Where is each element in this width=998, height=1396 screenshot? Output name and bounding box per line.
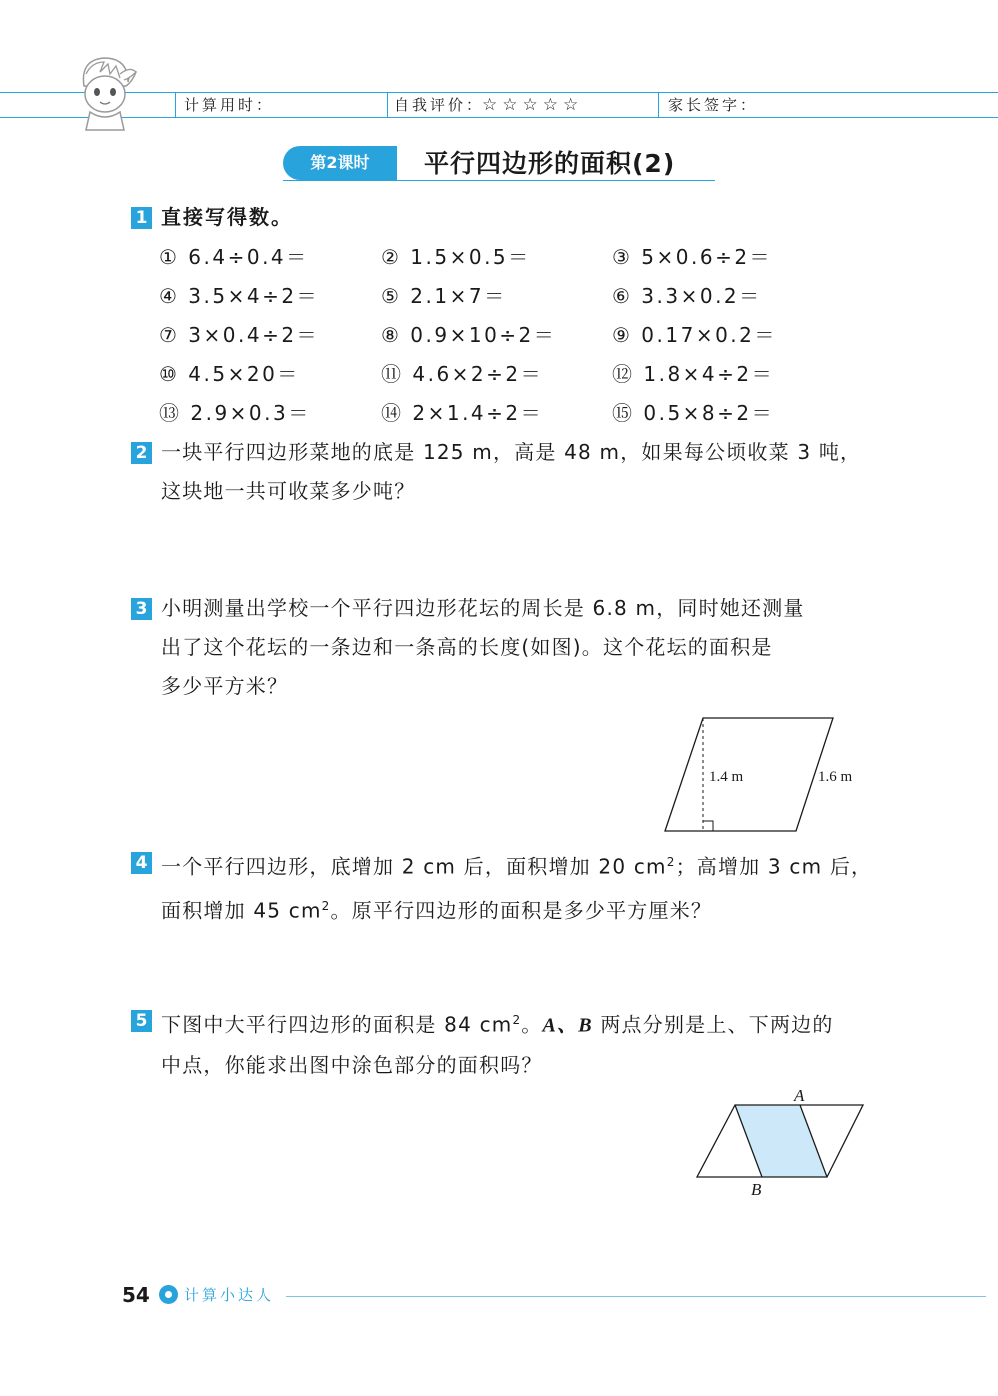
calc-item: ⑬ 2.9×0.3＝: [159, 401, 311, 425]
question-5-line-1d: 两点分别是上、下两边的: [592, 1012, 834, 1037]
calc-item: ⑮ 0.5×8÷2＝: [612, 401, 775, 425]
question-2-line-2: 这块地一共可收菜多少吨？: [161, 479, 416, 503]
self-eval-label: 自我评价：: [394, 96, 485, 114]
parent-sign-label: 家长签字：: [668, 96, 759, 114]
page-title: 平行四边形的面积(2): [424, 149, 676, 178]
question-4-line-2: [161, 887, 873, 931]
question-5-line-2: 中点，你能求出图中涂色部分的面积吗？: [161, 1052, 543, 1077]
question-3-line-1: 小明测量出学校一个平行四边形花坛的周长是 6.8 m，同时她还测量: [161, 596, 805, 620]
question-3-line-2: 出了这个花坛的一条边和一条高的长度(如图)。这个花坛的面积是: [161, 635, 773, 659]
question-4-line-2b: 。原平行四边形的面积是多少平方厘米？: [330, 898, 713, 923]
calc-item: ⑤ 2.1×7＝: [381, 284, 507, 308]
question-4-text: [161, 843, 873, 930]
calc-item: ① 6.4÷0.4＝: [159, 245, 309, 269]
calc-item: ⑩ 4.5×20＝: [159, 362, 300, 386]
question-4-line-1: [161, 843, 873, 887]
shaded-parallelogram-figure: [690, 1082, 870, 1200]
question-5-line-1b: 。: [521, 1012, 543, 1037]
unit-superscript: 2: [666, 855, 676, 869]
question-1-badge: 1: [131, 207, 152, 229]
unit-superscript: 2: [321, 898, 331, 913]
side-label: 1.6 m: [818, 769, 853, 785]
points-ab: A、B: [542, 1014, 593, 1037]
question-4-line-2a: 面积增加 45 cm: [161, 898, 322, 923]
question-5-badge: 5: [131, 1010, 152, 1032]
calc-item: ⑨ 0.17×0.2＝: [612, 323, 777, 347]
question-4-line-1a: 一个平行四边形，底增加 2 cm 后，面积增加 20 cm: [161, 854, 667, 879]
flowerbed-parallelogram: [665, 718, 833, 831]
calc-item: ⑦ 3×0.4÷2＝: [159, 323, 320, 347]
flowerbed-parallelogram-figure: [655, 710, 875, 840]
question-4-badge: 4: [131, 852, 152, 874]
unit-superscript: 2: [512, 1013, 522, 1027]
mascot-icon: [70, 52, 140, 132]
calc-item: ⑫ 1.8×4÷2＝: [612, 362, 775, 386]
question-5-line-1a: 下图中大平行四边形的面积是 84 cm: [161, 1012, 513, 1037]
right-angle-mark: [703, 821, 713, 831]
point-a-label: A: [794, 1086, 805, 1105]
height-label: 1.4 m: [709, 769, 744, 785]
question-2-badge: 2: [131, 442, 152, 464]
calc-item: ⑪ 4.6×2÷2＝: [381, 362, 544, 386]
header-divider-1: [175, 93, 176, 118]
question-3-line-3: 多少平方米？: [161, 674, 289, 698]
footer-line: [286, 1296, 986, 1297]
question-3-badge: 3: [131, 598, 152, 620]
question-5-line-1: [161, 1001, 873, 1046]
question-3-text: [161, 589, 873, 706]
calc-item: ⑥ 3.3×0.2＝: [612, 284, 762, 308]
calc-item: ③ 5×0.6÷2＝: [612, 245, 773, 269]
lesson-tag: 第2课时: [283, 146, 397, 180]
self-eval-stars[interactable]: ☆☆☆☆☆: [482, 95, 584, 115]
header-divider-2: [387, 93, 388, 118]
point-b-label: B: [751, 1180, 762, 1199]
page-number: 54: [122, 1283, 150, 1307]
question-2-line-1: 一块平行四边形菜地的底是 125 m，高是 48 m，如果每公顷收菜 3 吨，: [161, 440, 862, 464]
footer-label: 计算小达人: [184, 1286, 275, 1304]
calc-item: ⑧ 0.9×10÷2＝: [381, 323, 557, 347]
footer-dot-icon: [159, 1285, 178, 1304]
question-4-line-1b: ；高增加 3 cm 后，: [675, 854, 873, 879]
question-1-heading: 直接写得数。: [161, 205, 293, 229]
calc-item: ⑭ 2×1.4÷2＝: [381, 401, 544, 425]
calc-item: ④ 3.5×4÷2＝: [159, 284, 320, 308]
time-label: 计算用时：: [184, 96, 275, 114]
question-5-text: [161, 1001, 873, 1085]
header-divider-3: [658, 93, 659, 118]
calc-item: ② 1.5×0.5＝: [381, 245, 531, 269]
question-2-text: [161, 433, 873, 511]
